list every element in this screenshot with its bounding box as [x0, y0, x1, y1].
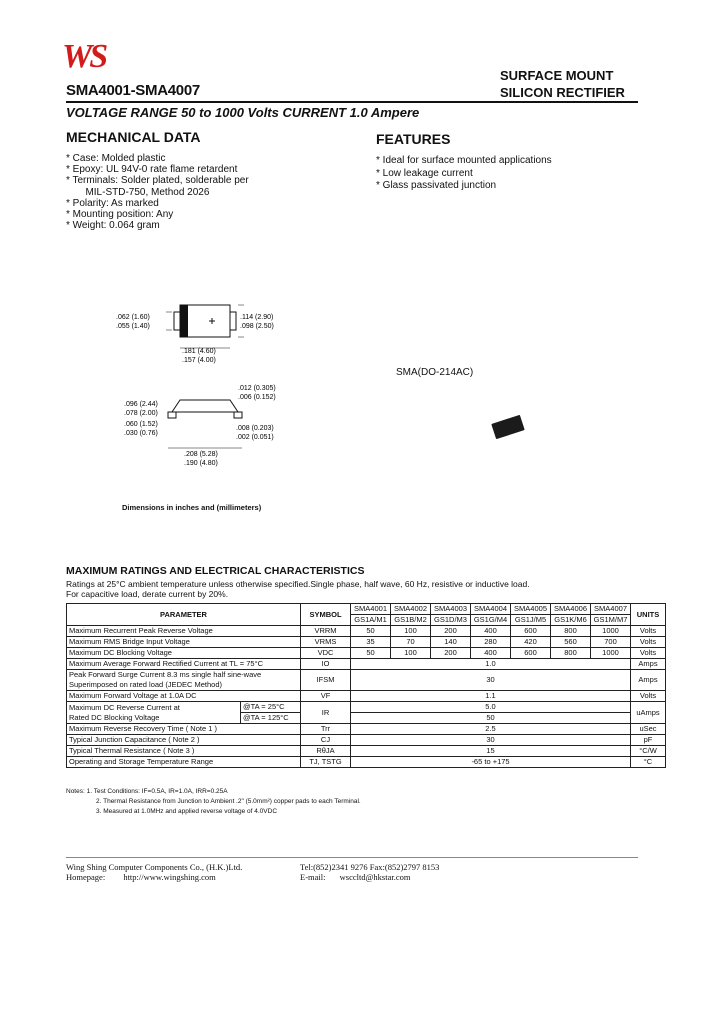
header-code: GS1J/M5: [511, 615, 551, 626]
row-value: 560: [551, 637, 591, 648]
list-item: * Low leakage current: [376, 167, 473, 179]
row-unit: °C: [631, 757, 666, 768]
row-value: 400: [471, 626, 511, 637]
header-part: SMA4006: [551, 604, 591, 615]
ratings-heading: MAXIMUM RATINGS AND ELECTRICAL CHARACTERISTICS: [66, 565, 365, 577]
row-value: 50: [351, 648, 391, 659]
row-value: 600: [511, 648, 551, 659]
package-photo: [491, 415, 524, 439]
features-heading: FEATURES: [376, 131, 451, 147]
row-symbol: VDC: [301, 648, 351, 659]
dim-label: .006 (0.152): [238, 394, 276, 401]
header-code: GS1K/M6: [551, 615, 591, 626]
table-row: [67, 702, 666, 713]
dim-label: .208 (5.28): [184, 451, 218, 458]
row-unit: uSec: [631, 724, 666, 735]
header-code: GS1D/M3: [431, 615, 471, 626]
row-value: 140: [431, 637, 471, 648]
homepage-line: [66, 872, 242, 882]
table-row: [67, 724, 666, 735]
row-param: Maximum Average Forward Rectified Current at TL = 75°C: [67, 659, 301, 670]
header-part: SMA4001: [351, 604, 391, 615]
ratings-line: Ratings at 25°C ambient temperature unless otherwise specified.Single phase, half wave, 60 Hz, resistive or inductive load.: [66, 579, 530, 589]
row-value: 30: [351, 735, 631, 746]
header-symbol: SYMBOL: [301, 604, 351, 626]
table-header-row: [67, 604, 666, 615]
row-param-line: Peak Forward Surge Current 8.3 ms single half sine-wave: [69, 670, 262, 679]
dim-label: .008 (0.203): [236, 425, 274, 432]
row-param: Maximum Recurrent Peak Reverse Voltage: [67, 626, 301, 637]
list-item: * Polarity: As marked: [66, 197, 159, 209]
row-value: 200: [431, 626, 471, 637]
row-param: Typical Junction Capacitance ( Note 2 ): [67, 735, 301, 746]
list-item: * Ideal for surface mounted applications: [376, 155, 552, 166]
table-row: [67, 735, 666, 746]
note-line: 3. Measured at 1.0MHz and applied reverse voltage of 4.0VDC: [96, 808, 278, 815]
list-item: * Mounting position: Any: [66, 209, 174, 221]
row-symbol: Trr: [301, 724, 351, 735]
row-value: 1.0: [351, 659, 631, 670]
part-number-title: SMA4001-SMA4007: [66, 82, 200, 99]
cathode-band: [180, 305, 188, 337]
row-symbol: IO: [301, 659, 351, 670]
row-unit: Volts: [631, 626, 666, 637]
row-condition: @TA = 125°C: [241, 713, 301, 724]
row-param: [67, 702, 241, 724]
row-param-line: Maximum DC Reverse Current at: [69, 702, 180, 712]
row-value: 1000: [591, 626, 631, 637]
row-value: 50: [351, 713, 631, 724]
row-value: 200: [431, 648, 471, 659]
homepage-link[interactable]: http://www.wingshing.com: [123, 872, 216, 882]
logo-text: WS: [62, 38, 106, 75]
package-dimension-drawing: [110, 300, 350, 495]
row-symbol: IR: [301, 702, 351, 724]
dimensions-note: Dimensions in inches and (millimeters): [122, 503, 262, 512]
row-unit: °C/W: [631, 746, 666, 757]
device-type-line2: SILICON RECTIFIER: [500, 85, 625, 100]
header-parameter: PARAMETER: [67, 604, 301, 626]
table-row: [67, 648, 666, 659]
row-value: 400: [471, 648, 511, 659]
header-divider: [66, 101, 638, 103]
table-row: [67, 659, 666, 670]
header-part: SMA4002: [391, 604, 431, 615]
dim-label: .012 (0.305): [238, 385, 276, 392]
dim-label: .157 (4.00): [182, 357, 216, 364]
list-item: * Weight: 0.064 gram: [66, 220, 160, 232]
row-unit: pF: [631, 735, 666, 746]
list-item: * Terminals: Solder plated, solderable per: [66, 175, 249, 187]
electrical-characteristics-table: [66, 603, 666, 768]
dim-label: .114 (2.90): [240, 314, 274, 321]
row-value: 30: [351, 670, 631, 691]
dim-label: .078 (2.00): [124, 410, 158, 417]
list-item: * Epoxy: UL 94V-0 rate flame retardent: [66, 164, 238, 176]
header-part: SMA4004: [471, 604, 511, 615]
row-value: 15: [351, 746, 631, 757]
list-item: * Glass passivated junction: [376, 180, 497, 191]
dim-label: .181 (4.60): [182, 348, 216, 355]
header-code: GS1B/M2: [391, 615, 431, 626]
email-line: [300, 872, 439, 882]
list-item: MIL-STD-750, Method 2026: [66, 186, 210, 198]
voltage-range: VOLTAGE RANGE 50 to 1000 Volts CURRENT 1.0 Ampere: [66, 105, 420, 120]
row-value: 1.1: [351, 691, 631, 702]
table-row: [67, 746, 666, 757]
row-value: 100: [391, 626, 431, 637]
left-terminal: [174, 312, 180, 330]
row-unit: Amps: [631, 670, 666, 691]
note-line: Notes: 1. Test Conditions: IF=0.5A, IR=1.0A, IRR=0.25A: [66, 788, 228, 795]
package-label: SMA(DO-214AC): [396, 367, 474, 378]
row-value: 35: [351, 637, 391, 648]
side-view-body: [172, 400, 238, 412]
mechanical-data-list: [66, 153, 366, 231]
table-row: [67, 626, 666, 637]
row-symbol: RθJA: [301, 746, 351, 757]
row-value: 600: [511, 626, 551, 637]
row-symbol: CJ: [301, 735, 351, 746]
company-name: Wing Shing Computer Components Co., (H.K.)Ltd.: [66, 862, 243, 872]
ratings-line: For capacitive load, derate current by 20%.: [66, 589, 229, 599]
row-value: 70: [391, 637, 431, 648]
footer-company: [66, 862, 242, 882]
header-code: GS1A/M1: [351, 615, 391, 626]
table-row: [67, 757, 666, 768]
row-symbol: VF: [301, 691, 351, 702]
row-symbol: IFSM: [301, 670, 351, 691]
dim-label: .055 (1.40): [116, 323, 150, 330]
mechanical-data-heading: MECHANICAL DATA: [66, 129, 201, 145]
row-value: 2.5: [351, 724, 631, 735]
row-value: 50: [351, 626, 391, 637]
dim-label: .098 (2.50): [240, 323, 274, 330]
email-label: E-mail:: [300, 872, 326, 882]
row-unit: Volts: [631, 691, 666, 702]
row-symbol: TJ, TSTG: [301, 757, 351, 768]
dim-label: .002 (0.051): [236, 434, 274, 441]
row-param: Operating and Storage Temperature Range: [67, 757, 301, 768]
row-condition: @TA = 25°C: [241, 702, 301, 713]
dim-label: .060 (1.52): [124, 421, 158, 428]
footer-divider: [66, 857, 638, 858]
ratings-conditions: [66, 579, 646, 599]
homepage-label: Homepage:: [66, 872, 106, 882]
table-row: [67, 637, 666, 648]
list-item: * Case: Molded plastic: [66, 153, 166, 164]
tel-fax: Tel:(852)2341 9276 Fax:(852)2797 8153: [300, 862, 440, 872]
dim-label: .030 (0.76): [124, 430, 158, 437]
row-param: Maximum RMS Bridge Input Voltage: [67, 637, 301, 648]
dim-label: .062 (1.60): [116, 314, 150, 321]
company-logo: [62, 38, 110, 78]
email-link[interactable]: wsccltd@hkstar.com: [339, 872, 411, 882]
row-value: 100: [391, 648, 431, 659]
row-unit: uAmps: [631, 702, 666, 724]
row-unit: Volts: [631, 637, 666, 648]
row-param-line: Superimposed on rated load (JEDEC Method): [69, 680, 222, 689]
header-part: SMA4005: [511, 604, 551, 615]
row-value: 800: [551, 648, 591, 659]
dim-label: .190 (4.80): [184, 460, 218, 467]
table-row: [67, 670, 666, 691]
row-value: -65 to +175: [351, 757, 631, 768]
notes: [66, 787, 626, 817]
row-value: 420: [511, 637, 551, 648]
row-value: 1000: [591, 648, 631, 659]
row-unit: Amps: [631, 659, 666, 670]
header-code: GS1G/M4: [471, 615, 511, 626]
right-terminal: [230, 312, 236, 330]
note-line: 2. Thermal Resistance from Junction to Ambient .2" (5.0mm²) copper pads to each Terminal.: [96, 798, 361, 805]
dim-label: .096 (2.44): [124, 401, 158, 408]
features-list: [376, 155, 676, 193]
row-param: [67, 670, 301, 691]
header-part: SMA4003: [431, 604, 471, 615]
footer-contact: [300, 862, 439, 882]
header-part: SMA4007: [591, 604, 631, 615]
row-value: 700: [591, 637, 631, 648]
row-param: Typical Thermal Resistance ( Note 3 ): [67, 746, 301, 757]
row-value: 5.0: [351, 702, 631, 713]
row-param: Maximum Forward Voltage at 1.0A DC: [67, 691, 301, 702]
row-unit: Volts: [631, 648, 666, 659]
row-param-line: Rated DC Blocking Voltage: [69, 712, 160, 722]
row-symbol: VRRM: [301, 626, 351, 637]
table-row: [67, 691, 666, 702]
row-symbol: VRMS: [301, 637, 351, 648]
header-code: GS1M/M7: [591, 615, 631, 626]
row-value: 800: [551, 626, 591, 637]
row-param: Maximum DC Blocking Voltage: [67, 648, 301, 659]
row-param: Maximum Reverse Recovery Time ( Note 1 ): [67, 724, 301, 735]
device-type-line1: SURFACE MOUNT: [500, 68, 614, 83]
header-units: UNITS: [631, 604, 666, 626]
row-value: 280: [471, 637, 511, 648]
